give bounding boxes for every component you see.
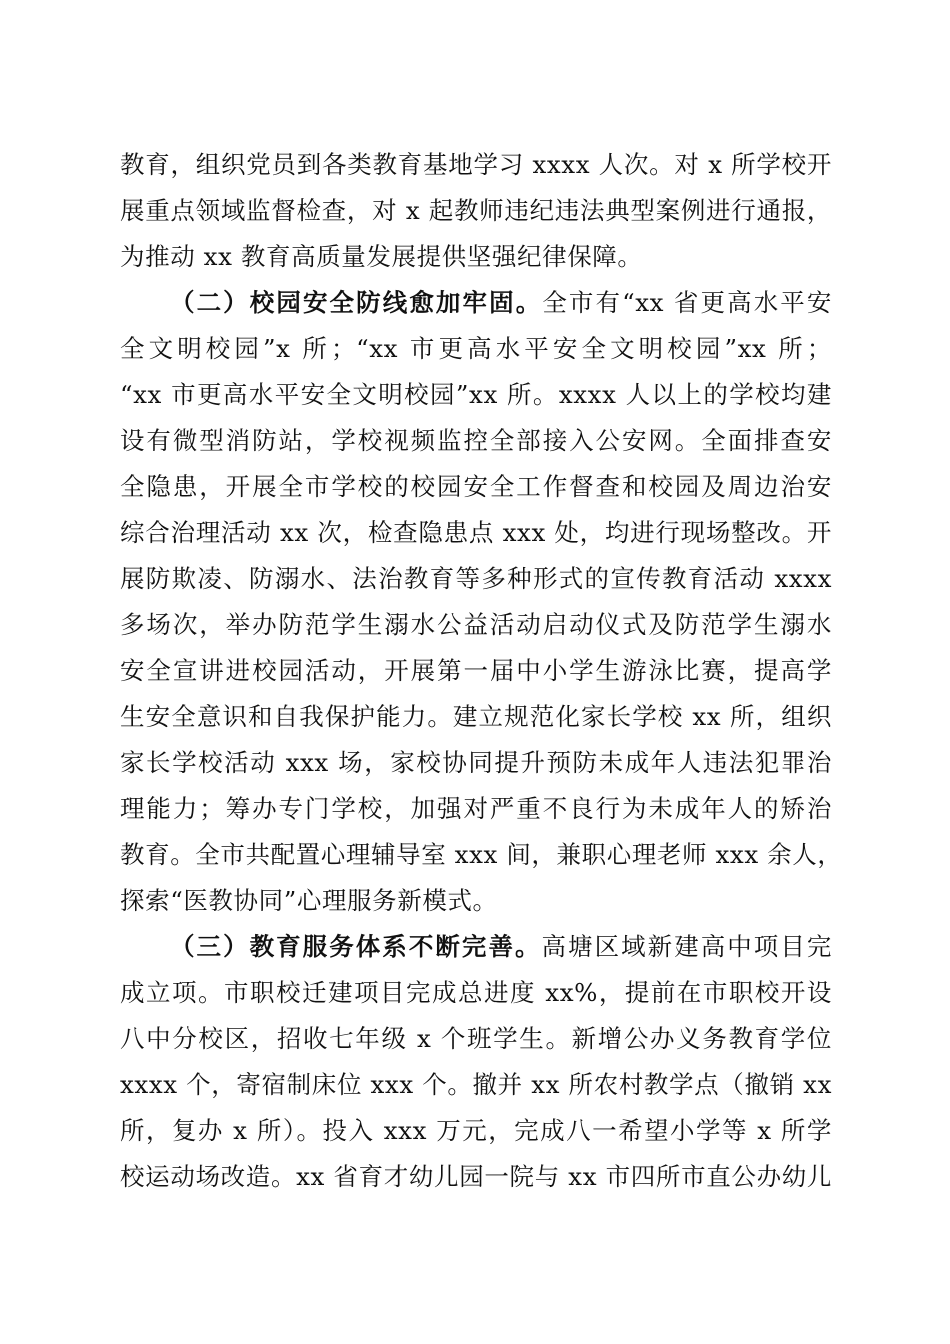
paragraph-2-line: 家长学校活动 xxx 场，家校协同提升预防未成年人违法犯罪治 [120,748,832,777]
paragraph-2-line: 安全宣讲进校园活动，开展第一届中小学生游泳比赛，提高学 [120,656,832,685]
paragraph-1-line: 展重点领域监督检查，对 x 起教师违纪违法典型案例进行通报， [120,196,832,225]
section-heading-3: （三）教育服务体系不断完善。 [170,932,542,961]
paragraph-3-line: 所，复办 x 所）。投入 xxx 万元，完成八一希望小学等 x 所学 [120,1116,832,1145]
paragraph-2-line: 多场次，举办防范学生溺水公益活动启动仪式及防范学生溺水 [120,610,832,639]
paragraph-3-line: 八中分校区，招收七年级 x 个班学生。新增公办义务教育学位 [120,1024,832,1053]
paragraph-2-line: 全文明校园”x 所；“xx 市更高水平安全文明校园”xx 所； [120,334,832,363]
paragraph-1-line: 为推动 xx 教育高质量发展提供坚强纪律保障。 [120,242,643,271]
paragraph-2-line: 设有微型消防站，学校视频监控全部接入公安网。全面排查安 [120,426,832,455]
paragraph-3-line: xxxx 个，寄宿制床位 xxx 个。撤并 xx 所农村教学点（撤销 xx [120,1070,832,1099]
body-text [120,142,843,1200]
paragraph-2-line: 展防欺凌、防溺水、法治教育等多种形式的宣传教育活动 xxxx [120,564,832,593]
paragraph-1-line: 教育，组织党员到各类教育基地学习 xxxx 人次。对 x 所学校开 [120,150,832,179]
paragraph-3-first-line [120,924,832,970]
paragraph-2-line: 理能力；筹办专门学校，加强对严重不良行为未成年人的矫治 [120,794,832,823]
paragraph-3-line: 成立项。市职校迁建项目完成总进度 xx%，提前在市职校开设 [120,978,832,1007]
paragraph-2-line: 全隐患，开展全市学校的校园安全工作督查和校园及周边治安 [120,472,832,501]
paragraph-2-first-line [120,280,832,326]
paragraph-2-line: “xx 市更高水平安全文明校园”xx 所。xxxx 人以上的学校均建 [120,380,832,409]
paragraph-2-line: 教育。全市共配置心理辅导室 xxx 间，兼职心理老师 xxx 余人， [120,840,843,869]
paragraph-2-line: 生安全意识和自我保护能力。建立规范化家长学校 xx 所，组织 [120,702,832,731]
paragraph-2-line: 综合治理活动 xx 次，检查隐患点 xxx 处，均进行现场整改。开 [120,518,832,547]
paragraph-3-line: 校运动场改造。xx 省育才幼儿园一院与 xx 市四所市直公办幼儿 [120,1162,832,1191]
section-heading-2: （二）校园安全防线愈加牢固。 [170,288,543,317]
paragraph-2-line: 探索“医教协同”心理服务新模式。 [120,886,498,915]
paragraph-2-first-line-text: 全市有“xx 省更高水平安 [542,288,832,317]
paragraph-3-first-line-text: 高塘区域新建高中项目完 [541,932,832,961]
